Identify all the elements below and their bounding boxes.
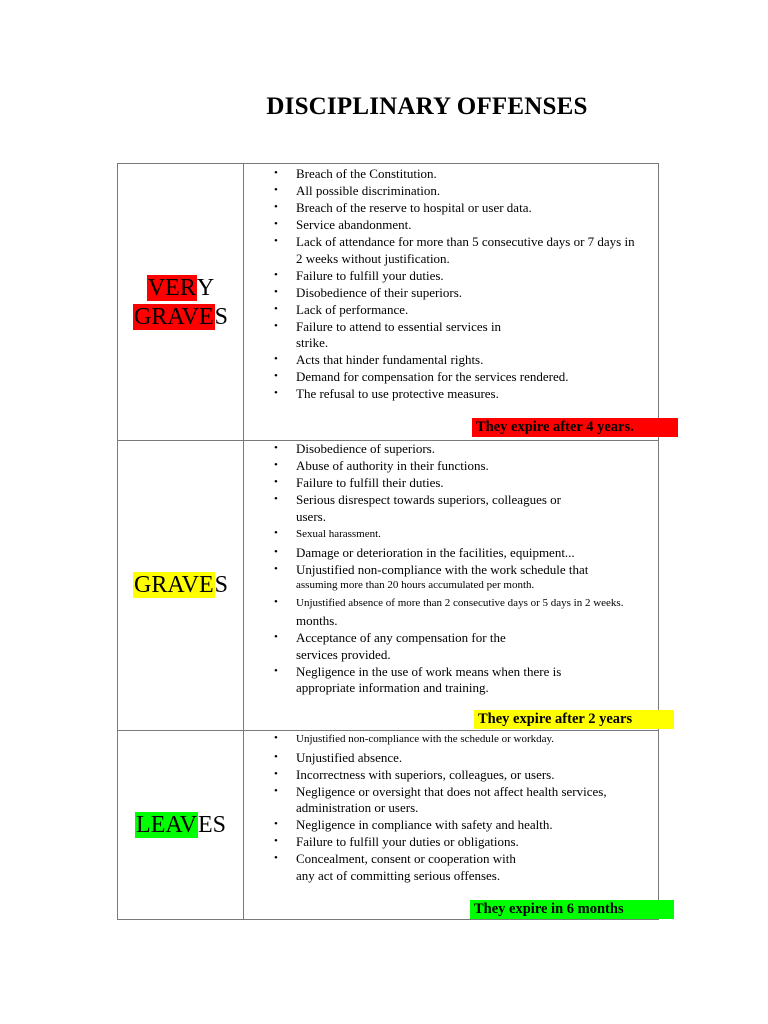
list-item: • Failure to fulfill their duties. [274, 475, 444, 490]
category-text: S [214, 304, 228, 330]
list-item: • Serious disrespect towards superiors, colleagues or users. [274, 492, 561, 524]
table-row-very-graves [118, 164, 658, 440]
list-item: • Failure to fulfill your duties. [274, 267, 444, 283]
category-text: S [214, 572, 228, 598]
category-highlight: VER [147, 275, 196, 301]
table-row-graves [118, 440, 658, 730]
expiry-label: They expire in 6 months [470, 900, 674, 919]
list-item: • The refusal to use protective measures. [274, 386, 499, 401]
list-item: • Disobedience of their superiors. [274, 284, 463, 300]
category-highlight: LEAV [136, 812, 197, 838]
list-item: • Breach of the reserve to hospital or user data. [274, 200, 532, 215]
list-item: • Acceptance of any compensation for the services provided. [274, 630, 506, 662]
table-row-leaves [118, 730, 658, 919]
list-item: • Unjustified non-compliance with the work schedule that assuming more than 20 hours accumulated per month. [274, 561, 589, 591]
category-text: Y [196, 275, 215, 301]
list-item: • Failure to attend to essential services in strike. [274, 318, 502, 350]
category-text: ES [197, 812, 226, 838]
offense-list [274, 731, 652, 885]
list-item: • Sexual harassment. [274, 527, 381, 540]
list-item: • Negligence or oversight that does not affect health services, administration or users. [274, 783, 607, 815]
offense-list-cell [244, 164, 658, 440]
list-item: • All possible discrimination. [274, 183, 441, 198]
expiry-label: They expire after 2 years [474, 710, 674, 729]
list-item: • Negligence in the use of work means when there is appropriate information and training. [274, 663, 562, 695]
offenses-table [117, 163, 659, 920]
list-item: • Lack of attendance for more than 5 consecutive days or 7 days in 2 weeks without justification. [274, 234, 635, 266]
list-item: • Negligence in compliance with safety and health. [274, 817, 553, 832]
list-item: • Unjustified absence. [274, 749, 403, 765]
expiry-label: They expire after 4 years. [472, 418, 678, 437]
offense-list [274, 166, 652, 403]
list-item: • Damage or deterioration in the facilities, equipment... [274, 544, 575, 560]
list-item: • Concealment, consent or cooperation with any act of committing serious offenses. [274, 851, 516, 883]
list-item: • Disobedience of superiors. [274, 441, 435, 456]
list-item: • Demand for compensation for the services rendered. [274, 369, 569, 384]
list-item: • Unjustified absence of more than 2 consecutive days or 5 days in 2 weeks. months. [274, 596, 624, 628]
list-item: • Failure to fulfill your duties or obligations. [274, 834, 519, 849]
list-item: • Unjustified non-compliance with the schedule or workday. [274, 732, 555, 745]
category-label-very-graves [118, 274, 243, 332]
list-item: • Incorrectness with superiors, colleagues, or users. [274, 766, 555, 782]
category-cell [118, 441, 244, 730]
list-item: • Acts that hinder fundamental rights. [274, 352, 484, 367]
category-label-graves [118, 571, 243, 600]
offense-list-cell [244, 731, 658, 919]
category-label-leaves [118, 811, 243, 840]
page-title: DISCIPLINARY OFFENSES [266, 93, 588, 120]
category-highlight: GRAVE [134, 304, 214, 330]
offense-list-cell [244, 441, 658, 730]
category-cell [118, 731, 244, 919]
category-highlight: GRAVE [134, 572, 214, 598]
list-item: • Abuse of authority in their functions. [274, 458, 489, 473]
list-item: • Lack of performance. [274, 301, 409, 317]
offense-list [274, 441, 652, 697]
list-item: • Service abandonment. [274, 217, 412, 232]
category-cell [118, 164, 244, 440]
list-item: • Breach of the Constitution. [274, 166, 437, 181]
